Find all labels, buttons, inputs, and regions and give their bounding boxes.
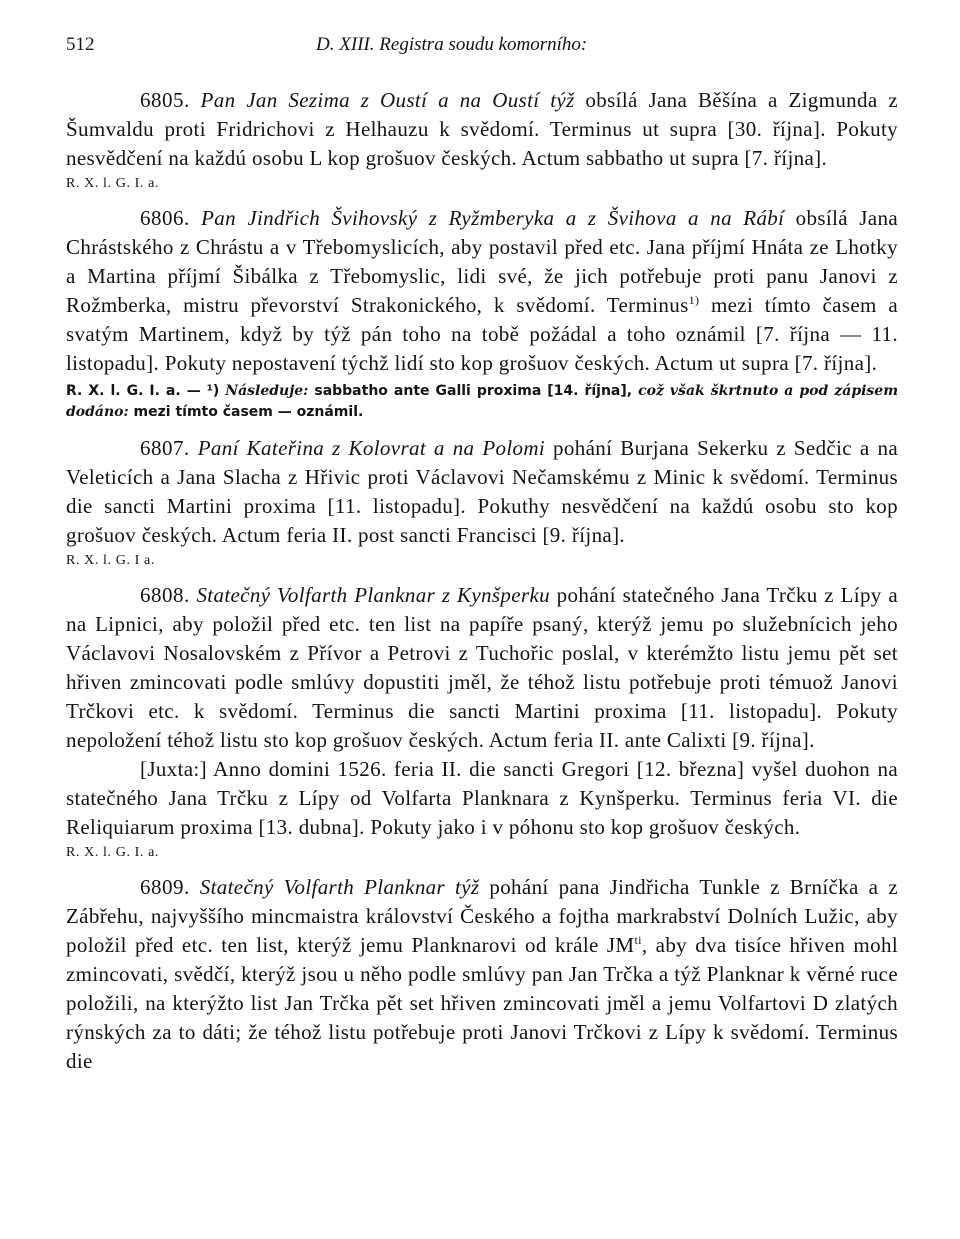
entry-body-continued: , aby dva tisíce hřiven mohl zmincovati, svědčí, kterýž jsou u něho podle smlúvy pan Jan Trčka a týž Planknar k věrné ruce položili, na kterýžto list Jan Trčka pět set hřiven zmincovati jměl a jemu Volfartovi D zlatých rýnských za to dáti; že téhož listu potřebuje proti Janovi Trčkovi z Lípy k svědomí. Terminus die [66,933,898,1073]
footnote-label: Následuje: [225,383,309,399]
signature-and-footnote [66,381,898,423]
entry-heading: Paní Kateřina z Kolovrat a na Polomi [197,436,546,460]
entry-text [66,873,898,1076]
juxta-paragraph: [Juxta:] Anno domini 1526. feria II. die sancti Gregori [12. března] vyšel duohon na statečného Jana Trčku z Lípy od Volfarta Planknara z Kynšperku. Terminus feria VI. die Reliquiarum proxima [13. dubna]. Pokuty jako i v póhonu sto kop grošuov českých. [66,757,898,839]
entry-heading: Statečný Volfarth Planknar z Kynšperku [196,583,550,607]
entry-text [66,581,898,755]
entry-6806 [66,204,898,423]
superscript-abbrev: ti [634,933,642,947]
entry-heading: Statečný Volfarth Planknar týž [199,875,480,899]
entry-body: pohání statečného Jana Trčku z Lípy a na Lipnici, aby položil před etc. ten list na papíře psaný, kterýž jemu po služebnícich jeho Václavovi Nosalovském z Přívor a Petrovi z Tuchořic poslal, v kterémžto listu jemu pět set hřiven zmincovati podle smlúvy dopustiti jměl, že téhož listu potřebuje proti témuož Janovi Trčkovi etc. k svědomí. Terminus die sancti Martini proxima [11. listopadu]. Pokuty nepoložení téhož listu sto kop grošuov českých. Actum feria II. ante Calixti [9. října]. [66,583,898,752]
footnote-italic: což však škrtnuto a pod zápisem dodáno: [66,383,899,420]
entry-heading: Pan Jan Sezima z Oustí a na Oustí týž [200,88,575,112]
running-title: D. XIII. Registra soudu komorního: [316,34,588,55]
footnote-text: sabbatho ante Galli proxima [14. října], [308,383,639,399]
entry-number: 6805. [140,88,190,112]
entry-body: obsílá Jana Chrástského z Chrástu a v Třebomyslicích, aby postavil před etc. Jana příjmí Hnáta ze Lhotky a Martina příjmí Šibálka z Třebomyslic, lidi své, že jich potřebuje proti panu Janovi z Rožmberka, mistru převorství Strakonického, k svědomí. Terminus [66,206,898,317]
entry-body: obsílá Jana Běšína a Zigmunda z Šumvaldu proti Fridrichovi z Helhauzu k svědomí. Terminus ut supra [30. října]. Pokuty nesvědčení na každú osobu L kop grošuov českých. Actum sabbatho ut supra [7. října]. [66,88,899,170]
footnote-marker: ¹) [206,383,220,399]
entry-6809 [66,873,898,1076]
footnote-separator: — [180,383,207,399]
archive-signature: R. X. l. G. I a. [66,553,155,568]
archive-signature: R. X. l. G. I. a. [66,845,160,860]
running-header [66,34,898,64]
footnote-text-end: mezi tímto časem — oznámil. [128,404,364,420]
entry-body: pohání Burjana Sekerku z Sedčic a na Veleticích a Jana Slacha z Hřivic proti Václavovi Nečamskému z Minic k svědomí. Terminus die sancti Martini proxima [11. listopadu]. Pokuthy nesvědčení na každú osobu sto kop grošuov českých. Actum feria II. post sancti Francisci [9. října]. [66,436,898,547]
entry-text [66,434,898,550]
entry-text [66,204,898,378]
entry-number: 6806. [140,206,190,230]
entry-heading: Pan Jindřich Švihovský z Ryžmberyka a z Švihova a na Rábí [201,206,785,230]
entry-6807 [66,434,898,571]
entry-number: 6807. [140,436,190,460]
entry-number: 6808. [140,583,190,607]
footnote-reference: 1) [688,293,700,307]
entry-6808 [66,581,898,863]
archive-signature: R. X. l. G. I. a. [66,383,181,399]
entry-6805 [66,86,898,194]
entry-body: pohání pana Jindřicha Tunkle z Brníčka a z Zábřehu, najvyššího mincmaistra království Českého a fojtha markrabství Dolních Lužic, aby položil před etc. ten list, kterýž jemu Planknarovi od krále JM [66,875,898,957]
archive-signature: R. X. l. G. I. a. [66,176,160,191]
entry-text [66,86,898,173]
entry-body-continued: mezi tímto časem a svatým Martinem, když by týž pán toho na tobě požádal a toho oznámil [7. října — 11. listopadu]. Pokuty nepostavení týchž lidí sto kop grošuov českých. Actum ut supra [7. října]. [66,293,898,375]
entry-number: 6809. [140,875,190,899]
page-number: 512 [66,34,95,55]
